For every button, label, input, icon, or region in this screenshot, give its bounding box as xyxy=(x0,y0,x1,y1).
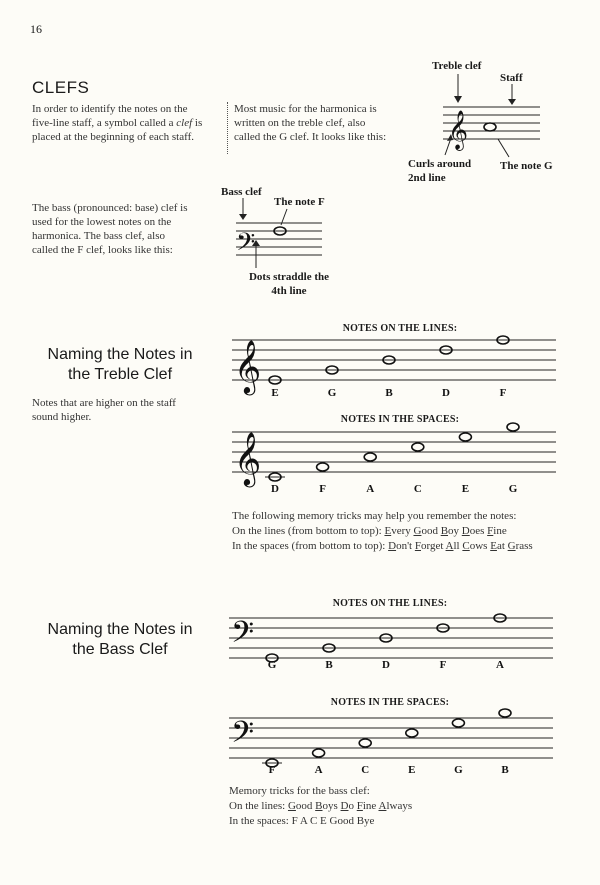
note-letter: A xyxy=(314,764,323,776)
trick-word: Always xyxy=(378,800,413,812)
trick-word: All xyxy=(445,540,460,552)
clefs-intro-right: Most music for the harmonica is written on the treble clef, also called the G clef. It looks like this: xyxy=(234,103,387,143)
trick-word: Do xyxy=(340,800,354,812)
treble-tricks-lines: On the lines (from bottom to top): Every Good Boy Does Fine xyxy=(232,525,507,537)
whole-note xyxy=(452,719,464,727)
bass-clef-icon: 𝄢 xyxy=(231,616,255,657)
trick-word: Fine xyxy=(356,800,377,812)
note-f-label: The note F xyxy=(274,196,325,208)
staff-label: Staff xyxy=(500,72,523,84)
treble-tricks-spaces: In the spaces (from bottom to top): Don't Forget All Cows Eat Grass xyxy=(232,540,533,552)
treble-lines-title: NOTES ON THE LINES: xyxy=(342,323,458,334)
treble-clef-label: Treble clef xyxy=(432,60,482,72)
clefs-heading: CLEFS xyxy=(32,78,90,97)
note-letter: F xyxy=(439,659,447,671)
page-number: 16 xyxy=(30,22,42,36)
bass-clef-icon: 𝄢 xyxy=(231,716,255,757)
bass-tricks-spaces: In the spaces: F A C E Good Bye xyxy=(229,815,375,827)
bass-clef-icon: 𝄢 xyxy=(236,228,256,263)
trick-word: Good xyxy=(413,525,438,537)
note-letter: E xyxy=(461,483,470,495)
bass-spaces-title: NOTES IN THE SPACES: xyxy=(330,697,450,708)
bass-clef-label: Bass clef xyxy=(221,186,262,198)
trick-word: Forget xyxy=(414,540,444,552)
whole-note xyxy=(499,709,511,717)
curls-label: Curls around 2nd line xyxy=(408,158,472,184)
higher-notes-note: Notes that are higher on the staff sound higher. xyxy=(32,397,176,423)
note-g-label: The note G xyxy=(500,160,553,172)
note-letter: G xyxy=(267,659,277,671)
trick-word: Boy xyxy=(440,525,460,537)
trick-word: Grass xyxy=(507,540,533,552)
bass-clef-text: The bass (pronounced: base) clef is used for the lowest notes on the harmonica. The bass clef, also called the F clef, looks like this: xyxy=(32,202,188,256)
note-letter: B xyxy=(501,764,509,776)
whole-note xyxy=(359,739,371,747)
note-letter: E xyxy=(408,764,416,776)
trick-word: Cows xyxy=(462,540,488,552)
intro-line-2: five-line staff, a symbol called a clef is xyxy=(32,117,203,129)
note-letter: F xyxy=(268,764,276,776)
bass-tricks-lines: On the lines: Good Boys Do Fine Always xyxy=(229,800,413,812)
trick-word: Boys xyxy=(315,800,338,812)
bass-section-heading: Naming the Notes in the Bass Clef xyxy=(47,621,193,658)
note-letter: F xyxy=(319,483,326,495)
note-letter: D xyxy=(382,659,390,671)
trick-word: Eat xyxy=(490,540,505,552)
trick-word: Every xyxy=(384,525,411,537)
note-letter: G xyxy=(327,387,337,399)
trick-word: Fine xyxy=(487,525,507,537)
whole-note xyxy=(313,749,325,757)
trick-word: Good xyxy=(287,800,313,812)
note-letter: B xyxy=(385,387,393,399)
note-letter: E xyxy=(271,387,279,399)
treble-section-heading: Naming the Notes in the Treble Clef xyxy=(47,346,193,383)
treble-clef-icon: 𝄞 xyxy=(448,110,469,150)
bass-lines-title: NOTES ON THE LINES: xyxy=(332,598,448,609)
note-letter: D xyxy=(442,387,450,399)
intro-line-3: placed at the beginning of each staff. xyxy=(32,131,194,143)
note-letter: C xyxy=(361,764,370,776)
note-letter: B xyxy=(325,659,333,671)
note-letter: D xyxy=(271,483,279,495)
trick-word: Don't xyxy=(388,540,413,552)
treble-clef-icon: 𝄞 xyxy=(234,431,262,485)
note-letter: A xyxy=(496,659,504,671)
note-letter: C xyxy=(413,483,422,495)
note-letter: A xyxy=(366,483,375,495)
treble-memory-tricks: The following memory tricks may help you remember the notes: On the lines (from bottom to top): Every Good Boy Does Fine In the spaces (from bottom to top): Don't Forget All Cows Eat Grass xyxy=(232,509,592,554)
treble-spaces-title: NOTES IN THE SPACES: xyxy=(340,414,460,425)
whole-note xyxy=(406,729,418,737)
bass-memory-tricks: Memory tricks for the bass clef: On the lines: Good Boys Do Fine Always In the spaces: F A C E Good Bye xyxy=(229,784,589,829)
intro-line-1: In order to identify the notes on the xyxy=(32,103,188,115)
note-letter: G xyxy=(508,483,518,495)
treble-clef-icon: 𝄞 xyxy=(234,339,262,393)
note-letter: F xyxy=(499,387,507,399)
dots-label: Dots straddle the 4th line xyxy=(248,271,330,297)
note-letter: G xyxy=(454,764,463,776)
trick-word: Does xyxy=(461,525,485,537)
